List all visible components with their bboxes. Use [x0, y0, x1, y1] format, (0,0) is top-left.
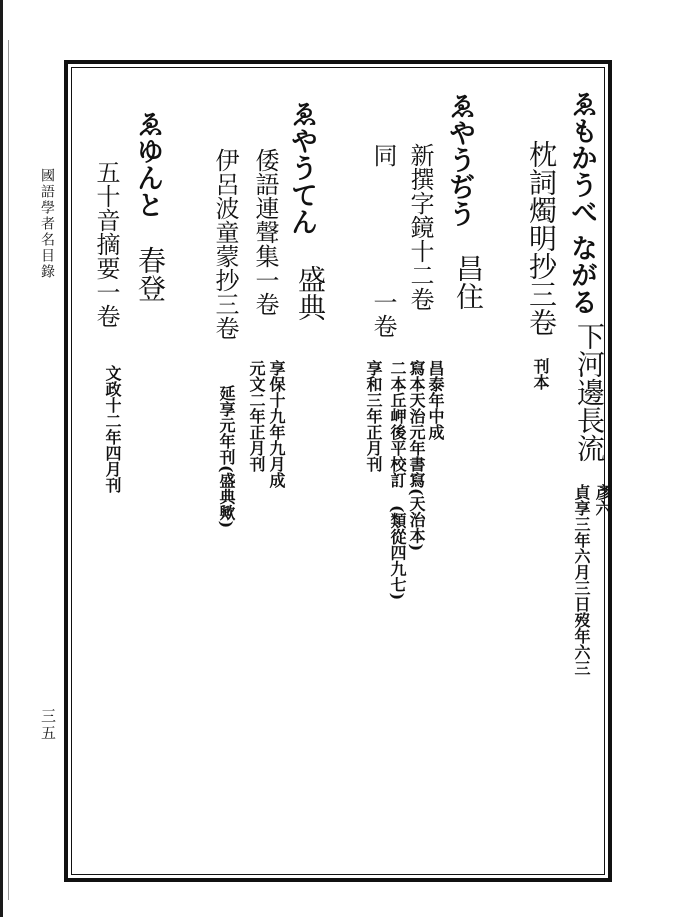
- entry-2-work1: 新撰字鏡十二卷: [406, 143, 434, 311]
- entry-1-work-note: 刊本: [531, 358, 550, 390]
- entry-2-work1-note-c: 二本丘岬後平校訂: [388, 360, 407, 488]
- entry-1-reading: ゑもかうべ ながる: [566, 90, 597, 316]
- entry-2-work2: 同: [369, 143, 397, 167]
- entry-3-work1: 倭語連聲集一卷: [251, 148, 279, 316]
- entry-3-work1-note-b: 元文二年正月刊: [247, 360, 266, 472]
- entry-2-work1-note-b: 寫本天治元年書寫(天治本): [407, 360, 426, 552]
- entry-3-name: 盛典: [294, 265, 327, 321]
- entry-2-work1-note-a: 昌泰年中成: [426, 360, 445, 440]
- entry-4-reading: ゑゆんと: [132, 110, 163, 218]
- entry-1-note-bottom: 貞享三年六月三日歿年六三: [572, 484, 591, 676]
- entry-4-work: 五十音摘要一卷: [92, 160, 120, 328]
- entry-3-work2-note: 延享元年刊(盛典歟): [217, 385, 236, 529]
- entry-4-name: 春登: [134, 246, 167, 302]
- entry-2-name: 昌住: [452, 254, 485, 310]
- entry-1-note-top: 彥六: [593, 484, 612, 516]
- entry-3-work2: 伊呂波童蒙抄三卷: [211, 148, 239, 340]
- page-edge: [0, 0, 3, 917]
- entry-3-work1-note-a: 享保十九年九月成: [267, 360, 286, 488]
- entry-4-work-note: 文政十二年四月刊: [103, 365, 122, 493]
- entry-1-name: 下河邊長流: [573, 322, 606, 462]
- entry-2-work2-count: 一卷: [369, 290, 397, 338]
- entry-2-work1-note-d: (類從四九七): [388, 505, 407, 601]
- entry-2-reading: ゑやうぢう: [444, 92, 475, 227]
- running-title: 國語學者名目錄: [39, 168, 55, 280]
- page-edge-shadow: [8, 40, 9, 900]
- page-number: 三五: [39, 708, 57, 742]
- entry-2-work2-note-a: 享和三年正月刊: [364, 360, 383, 472]
- entry-3-reading: ゑやうてん: [286, 100, 317, 235]
- entry-1-work: 枕詞燭明抄三卷: [525, 140, 558, 336]
